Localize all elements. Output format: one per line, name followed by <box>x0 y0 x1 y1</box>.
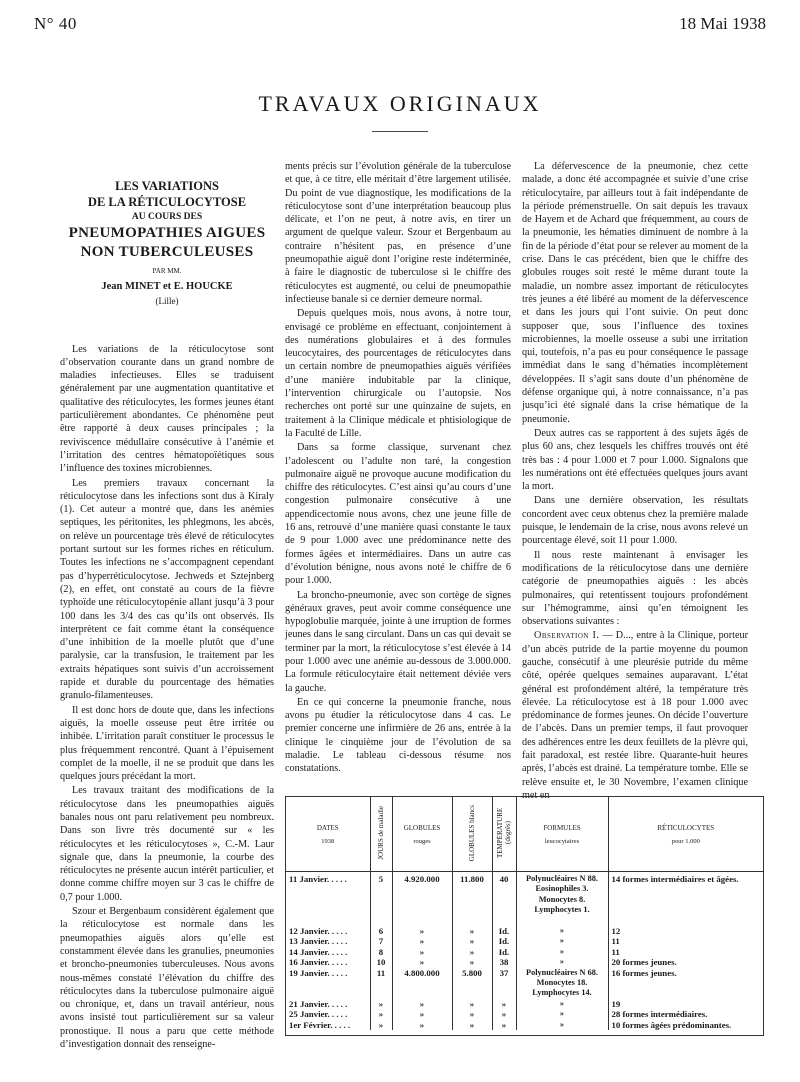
cell-formule: Polynucléaires N 68. <box>516 968 608 978</box>
cell-globules-blancs: 11.800 <box>452 872 492 885</box>
cell-date: 19 Janvier. . . . . <box>286 968 370 978</box>
header-globules-label: GLOBULES <box>403 823 441 832</box>
cell-reticulocytes: 11 <box>611 946 620 957</box>
cell-formule: Monocytes 8. <box>516 895 608 905</box>
paragraph: La broncho-pneumonie, avec son cortège de signes généraux graves, peut avoir comme conséquence une hypoglobulie marquée, jointe à une irruption de formes jeunes dans le sang circulant. Dans un cas qui devait se terminer par la mort, la réticulocytose s’est élevée à 14 pour 1.000 avec une anémie au-dessous de 3.000.000. La formule réticulocytaire était nettement déviée vers la gauche. <box>285 589 511 694</box>
col-header-reticulocytes <box>608 797 763 872</box>
cell-formule: Lymphocytes 14. <box>516 988 608 998</box>
cell-temperature: 38 <box>492 957 516 967</box>
cell-temperature: » <box>492 999 516 1009</box>
cell-globules-blancs <box>452 988 492 998</box>
cell-globules-rouges <box>392 905 452 915</box>
cell-jours: 8 <box>370 947 392 957</box>
cell-date: 12 Janvier. . . . . <box>286 926 370 936</box>
article-title-line-4: PNEUMOPATHIES AIGUES <box>68 225 266 241</box>
table-header-row <box>286 797 763 872</box>
cell-globules-blancs: » <box>452 936 492 946</box>
cell-jours: 7 <box>370 936 392 946</box>
col-header-jours <box>370 797 392 872</box>
table-row <box>286 978 763 988</box>
article-title-line-5: NON TUBERCULEUSES <box>80 244 254 260</box>
observation-label: Observation I. <box>534 630 600 642</box>
cell-formule: Polynucléaires N 88. <box>516 872 608 885</box>
col-header-dates <box>286 797 370 872</box>
cell-reticulocytes: 14 formes intermédiaires et âgées. <box>611 874 739 884</box>
cell-jours: » <box>370 1009 392 1019</box>
col-header-globules-blancs <box>452 797 492 872</box>
article-by: PAR MM. <box>152 267 182 275</box>
column-1 <box>60 160 274 1051</box>
col-header-temperature <box>492 797 516 872</box>
cell-globules-blancs: 5.800 <box>452 968 492 978</box>
cell-date <box>286 988 370 998</box>
cell-date: 1er Février. . . . . <box>286 1020 370 1030</box>
cell-jours: 5 <box>370 872 392 885</box>
cell-temperature: » <box>492 1009 516 1019</box>
cell-jours: » <box>370 999 392 1009</box>
cell-formule <box>516 916 608 926</box>
table-row <box>286 905 763 915</box>
cell-globules-blancs: » <box>452 1009 492 1019</box>
cell-temperature <box>492 905 516 915</box>
column-3 <box>522 160 748 802</box>
observation-text: — D..., entre à la Clinique, porteur d’un abcès putride de la partie moyenne du poumon gauche, consécutif à une pleurésie putride du même côté, opérée quelques semaines auparavant. L’état général est profondément altéré, la température très élevée. La réticulocytose est à 18 pour 1.000 avec prédominance de formes jeunes. On décide l’ouverture de l’abcès. Dans un premier temps, il faut provoquer des adhérences entre les deux feuillets de la plèvre qui, fait paradoxal, est restée libre. Quarante-huit heures après, l’abcès est drainé. La température tombe. Elle se relève ensuite et, le 30 Novembre, l’examen clinique met en <box>522 630 748 801</box>
cell-temperature <box>492 895 516 905</box>
cell-jours <box>370 895 392 905</box>
article-title-line-1: LES VARIATIONS <box>115 179 219 193</box>
cell-globules-rouges: » <box>392 999 452 1009</box>
cell-globules-blancs <box>452 905 492 915</box>
cell-globules-blancs: » <box>452 957 492 967</box>
paragraph: Depuis quelques mois, nous avons, à notre tour, envisagé ce problème en effectuant, conjointement à des numérations globulaires et à des formules leucocytaires, des pourcentages de réticulocytes dans un certain nombre de pneumopathies aiguës vérifiées d’une manière indubitable par la clinique, l’intervention chirurgicale ou l’autopsie. Nos recherches ont porté sur une quinzaine de sujets, en traitement à la Clinique médicale et phtisiologique de la Faculté de Lille. <box>285 308 511 439</box>
cell-jours: 10 <box>370 957 392 967</box>
table-row <box>286 988 763 998</box>
header-temp-label <box>496 798 512 868</box>
cell-temperature: 40 <box>492 872 516 885</box>
table-row <box>286 926 763 936</box>
cell-globules-blancs: » <box>452 947 492 957</box>
col-header-formules <box>516 797 608 872</box>
observation-paragraph <box>522 629 748 802</box>
cell-reticulocytes: 20 formes jeunes. <box>611 957 677 968</box>
cell-globules-rouges: 4.920.000 <box>392 872 452 885</box>
cell-globules-rouges: » <box>392 947 452 957</box>
cell-reticulocytes: 12 <box>611 926 621 937</box>
cell-date: 11 Janvier. . . . . <box>286 872 370 885</box>
cell-globules-rouges: » <box>392 926 452 936</box>
cell-formule: » <box>516 947 608 957</box>
cell-temperature <box>492 916 516 926</box>
cell-globules-blancs: » <box>452 926 492 936</box>
table-row <box>286 957 763 967</box>
header-retic-sub: pour 1.000 <box>671 837 700 845</box>
cell-globules-rouges <box>392 988 452 998</box>
article-title-line-3: AU COURS DES <box>131 212 203 222</box>
cell-globules-rouges <box>392 895 452 905</box>
header-jours-label <box>377 806 385 860</box>
table-row <box>286 916 763 926</box>
cell-formule: » <box>516 1020 608 1030</box>
cell-date <box>286 884 370 894</box>
cell-jours: » <box>370 1020 392 1030</box>
issue-date: 18 Mai 1938 <box>679 14 766 33</box>
table-row <box>286 936 763 946</box>
article-heading <box>60 178 274 309</box>
cell-globules-rouges: 4.800.000 <box>392 968 452 978</box>
table-row <box>286 999 763 1009</box>
cell-temperature <box>492 988 516 998</box>
paragraph: En ce qui concerne la pneumonie franche, nous avons pu étudier la réticulocytose dans 4 cas. Le premier concerne une infirmière de 26 ans, entrée à la clinique le cinquième jour de l’évolution de sa maladie. Le tableau ci-dessous résume nos constatations. <box>285 696 511 775</box>
section-title: TRAVAUX ORIGINAUX <box>258 91 542 116</box>
cell-reticulocytes <box>608 895 763 905</box>
cell-date: 25 Janvier. . . . . <box>286 1009 370 1019</box>
paragraph: ments précis sur l’évolution générale de la tuberculose et que, à ce titre, elle méritait d’être largement utilisée. Du point de vue diagnostique, les modifications de la réticulocytose sont d’une interprétation beaucoup plus délicate, et l’on ne peut, à notre avis, en tirer un argument de quelque valeur. Szour et Bergenbaum au contraire n’hésitent pas, en présence d’une pneumopathie aiguë dont l’origine reste indéterminée, à faire le diagnostic de tuberculose si le chiffre des réticulocytes est augmenté, ou celui de pneumopathie infectieuse banale si ce dernier demeure normal. <box>285 161 511 305</box>
cell-reticulocytes: 10 formes âgées prédominantes. <box>611 1019 732 1030</box>
cell-temperature: Id. <box>492 947 516 957</box>
cell-temperature: 37 <box>492 968 516 978</box>
header-blancs-text: GLOBULES <box>468 824 476 862</box>
cell-globules-rouges: » <box>392 1020 452 1030</box>
header-blancs-sub: blancs <box>468 804 476 823</box>
cell-formule: » <box>516 999 608 1009</box>
cell-jours: 6 <box>370 926 392 936</box>
cell-jours: 11 <box>370 968 392 978</box>
cell-temperature <box>492 884 516 894</box>
cell-temperature: Id. <box>492 926 516 936</box>
cell-reticulocytes <box>608 884 763 894</box>
title-divider <box>372 131 428 132</box>
cell-jours <box>370 905 392 915</box>
cell-formule: Lymphocytes 1. <box>516 905 608 915</box>
table-row <box>286 872 763 885</box>
table-row <box>286 1020 763 1030</box>
header-dates-label: DATES <box>316 823 339 832</box>
cell-jours <box>370 988 392 998</box>
header-temp-text: TEMPÉRATURE <box>496 807 504 859</box>
paragraph: Szour et Bergenbaum considèrent également que la réticulocytose est normale dans les pneumopathies aiguës alors qu’elle est constamment élevée dans les granulies, pneumonies et broncho-pneumonies tuberculeuses. Nous avons nous-mêmes constaté l’élévation du chiffre des réticulocytes dans la tuberculose pulmonaire aiguë ou chronique, et, dans un travail antérieur, nous avons insisté tout particulièrement sur sa valeur pronostique. Il nous a paru que cette méthode d’investigation donnait des renseigne- <box>60 906 274 1051</box>
cell-globules-rouges: » <box>392 957 452 967</box>
header-blancs-label <box>468 805 476 861</box>
cell-globules-blancs <box>452 884 492 894</box>
header-formules-sub: leucocytaires <box>544 837 580 845</box>
cell-globules-blancs <box>452 916 492 926</box>
header-rouges-label: rouges <box>413 837 431 845</box>
table-row <box>286 947 763 957</box>
paragraph: Il est donc hors de doute que, dans les infections aiguës, la moelle osseuse peut être irritée ou inhibée. L’irritation paraît constituer le processus le plus fréquemment rencontré. Quant à l’épuisement complet de la moelle, il ne se produit que dans les quelques jours précédant la mort. <box>60 704 274 783</box>
table-body <box>286 872 763 1031</box>
cell-globules-blancs: » <box>452 1020 492 1030</box>
cell-jours <box>370 916 392 926</box>
paragraph: La défervescence de la pneumonie, chez cette malade, a donc été accompagnée et suivie d’une crise réticulocytaire, par ailleurs tout à fait indépendante de la période prémenstruelle. On sait depuis les travaux de Hayem et de Achard que fréquemment, au cours de la pneumonie, les hématies diminuent de nombre à la fin de la période d’état pour se relever au moment de la crise. Dans le cas précédent, bien que le chiffre des globules rouges soit resté le même durant toute la maladie, un nombre assez important de réticulocytes très jeunes a été libéré au moment de la défervescence et dans les jours qui l’ont suivie. On peut donc supposer que, sous l’influence des toxines microbiennes, la moelle osseuse a subi une irritation qui, toutefois, n’a pas eu pour conséquence le passage immédiat dans le sang d’hématies incomplètement développées. Il s’agit sans doute d’un phénomène de défense organique qui, à notre connaissance, n’a pas jusqu’ici été signalé dans la crise hématique de la pneumonie. <box>522 161 748 425</box>
header-jours-text: JOURS <box>377 838 385 860</box>
cell-temperature <box>492 978 516 988</box>
col-header-globules-rouges <box>392 797 452 872</box>
cell-globules-rouges: » <box>392 936 452 946</box>
cell-reticulocytes: 19 <box>611 998 621 1009</box>
header-temp-sub: (degrés) <box>504 821 512 845</box>
data-table <box>286 797 763 1030</box>
paragraph: Il nous reste maintenant à envisager les modifications de la réticulocytose dans une dernière catégorie de pneumopathies aiguës : les abcès pulmonaires, qui retentissent toujours profondément sur l’hémogramme, ainsi qu’en témoignent les observations suivantes : <box>522 549 748 628</box>
cell-jours <box>370 978 392 988</box>
cell-globules-rouges: » <box>392 1009 452 1019</box>
cell-temperature: Id. <box>492 936 516 946</box>
cell-formule: » <box>516 926 608 936</box>
cell-date: 16 Janvier. . . . . <box>286 957 370 967</box>
cell-formule: » <box>516 957 608 967</box>
cell-jours <box>370 884 392 894</box>
header-year-label: 1938 <box>321 837 335 845</box>
table-row <box>286 968 763 978</box>
cell-date <box>286 895 370 905</box>
cell-globules-blancs: » <box>452 999 492 1009</box>
article-city: (Lille) <box>155 296 179 307</box>
cell-date <box>286 978 370 988</box>
cell-formule: » <box>516 1009 608 1019</box>
cell-date: 13 Janvier. . . . . <box>286 936 370 946</box>
cell-reticulocytes: 11 <box>611 936 620 947</box>
cell-globules-rouges <box>392 916 452 926</box>
cell-reticulocytes: 28 formes intermédiaires. <box>611 1009 708 1020</box>
header-jours-sub: de maladie <box>377 806 385 837</box>
paragraph: Dans une dernière observation, les résultats concordent avec ceux obtenus chez la première malade puisque, le lendemain de la crise, nous avons relevé un pourcentage élevé, soit 11 pour 1.000. <box>522 495 748 547</box>
column-2 <box>285 160 511 776</box>
paragraph: Les travaux traitant des modifications de la réticulocytose dans les pneumopathies aiguës banales nous ont paru relativement peu nombreux. Dans son livre très documenté sur « les réticulocytes et les réticulocytoses », C.-M. Laur signale que, dans la pneumonie, la courbe des réticulocytes ne présente aucun intérêt particulier, et donne comme chiffre moyen sur 3 cas le chiffre de 0,7 pour 1.000. <box>60 785 274 903</box>
cell-reticulocytes <box>608 905 763 915</box>
cell-reticulocytes <box>608 978 763 988</box>
cell-reticulocytes <box>608 916 763 926</box>
cell-reticulocytes: 16 formes jeunes. <box>611 967 677 978</box>
cell-globules-blancs <box>452 895 492 905</box>
header-formules-label: FORMULES <box>543 823 581 832</box>
cell-formule: » <box>516 936 608 946</box>
cell-formule: Eosinophiles 3. <box>516 884 608 894</box>
article-title-line-2: DE LA RÉTICULOCYTOSE <box>87 195 247 209</box>
cell-globules-rouges <box>392 978 452 988</box>
paragraph: Deux autres cas se rapportent à des sujets âgés de plus 60 ans, chez lesquels les chiffres trouvés ont été très bas : 4 pour 1.000 et 7 pour 1.000. Signalons que les numérations ont été effectuées quelques jours avant la mort. <box>522 427 748 493</box>
cell-globules-rouges <box>392 884 452 894</box>
reticulocyte-table <box>285 796 764 1036</box>
cell-date: 14 Janvier. . . . . <box>286 947 370 957</box>
cell-reticulocytes <box>608 988 763 998</box>
paragraph: Les variations de la réticulocytose sont d’observation courante dans un grand nombre de maladies infectieuses. Elles se traduisent généralement par une augmentation quantitative et qualitative des réticulocytes, les formes jeunes étant particulièrement abondantes. Ce phénomène peut être rapporté à deux causes principales ; la reviviscence médullaire consécutive à l’anémie et l’irritation des centres hématopoïétiques sous l’influence des toxines microbiennes. <box>60 343 274 475</box>
paragraph: Les premiers travaux concernant la réticulocytose dans les infections sont dus à Kiraly (1). Cet auteur a montré que, dans les anémies septiques, les péritonites, les phlegmons, les abcès, on relève un pourcentage très élevé de réticulocytes portant surtout sur les formes riches en réticulum. Toutes les infections ne s’accompagnent cependant pas d’hyperréticulocytose. Jechweds et Sztejnberg (2), en effet, ont constaté au cours de la fièvre typhoïde une réticulocytopénie allant jusqu’à 3 pour 100 dans les 3/4 des cas qu’ils ont observés. Ils interprètent ce fait comme étant la conséquence d’une inhibition de la moelle plutôt que d’une paralysie, car la transfusion, le traitement par les extraits hépatiques sont suivis d’un accroissement rapide et durable du pourcentage des hématies granulo-filamenteuses. <box>60 477 274 702</box>
cell-globules-blancs <box>452 978 492 988</box>
table-row <box>286 884 763 894</box>
paragraph: Dans sa forme classique, survenant chez l’adolescent ou l’adulte non taré, la congestion pulmonaire aiguë ne provoque aucune modification du chiffre des réticulocytes. C’est ainsi qu’au cours d’une congestion pulmonaire consécutive à une appendicectomie nous avons, chez une jeune fille de 16 ans, retrouvé d’une manière quasi constante le taux de 9 pour 1.000 avec une prédominance nette des formes âgées et intermédiaires. Dans un autre cas d’évolution bénigne, nous avons noté le chiffre de 6 pour 1.000. <box>285 442 511 587</box>
article-authors: Jean MINET et E. HOUCKE <box>101 281 233 292</box>
table-row <box>286 895 763 905</box>
cell-formule: Monocytes 18. <box>516 978 608 988</box>
cell-date <box>286 905 370 915</box>
cell-date: 21 Janvier. . . . . <box>286 999 370 1009</box>
issue-number: N° 40 <box>34 14 77 33</box>
cell-date <box>286 916 370 926</box>
table-row <box>286 1009 763 1019</box>
cell-temperature: » <box>492 1020 516 1030</box>
header-retic-label: RÉTICULOCYTES <box>657 823 715 832</box>
